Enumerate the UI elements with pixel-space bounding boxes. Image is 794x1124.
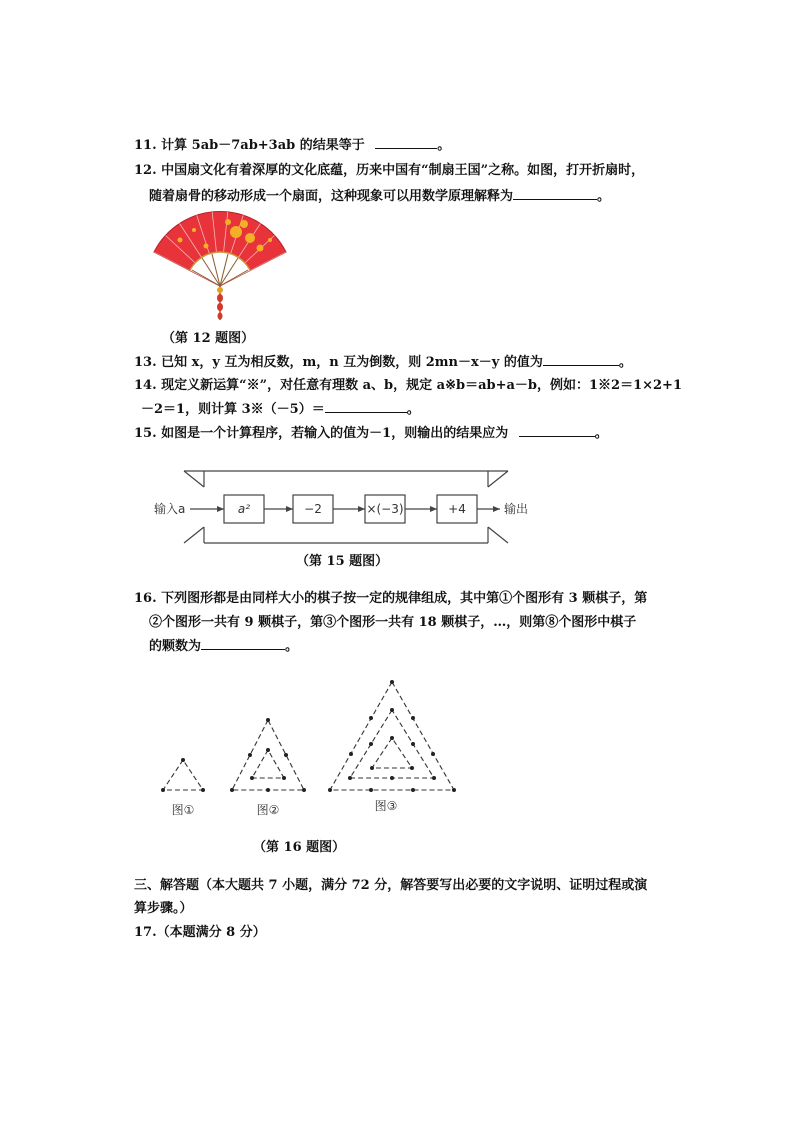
q13-period: 。 bbox=[618, 355, 632, 370]
flow-box2-label: −2 bbox=[304, 502, 322, 516]
flow-output-label: 输出 bbox=[504, 502, 529, 516]
q11-answer-blank[interactable] bbox=[375, 136, 437, 149]
q14-text: －2＝1，则计算 3※（－5）＝ bbox=[141, 402, 325, 417]
q12-line2 bbox=[149, 187, 610, 206]
q16-triangles-figure bbox=[150, 672, 470, 828]
q14-answer-blank[interactable] bbox=[325, 400, 407, 413]
fig2-label: 图② bbox=[256, 803, 280, 817]
q16-line1: 16. 下列图形都是由同样大小的棋子按一定的规律组成，其中第①个图形有 3 颗棋子，第 bbox=[134, 591, 648, 606]
q16-line2: ②个图形一共有 9 颗棋子，第③个图形一共有 18 颗棋子，…，则第⑧个图形中棋子 bbox=[149, 615, 637, 630]
q15-figure-caption: （第 15 题图） bbox=[296, 554, 389, 569]
q16-text: 的颗数为 bbox=[149, 639, 202, 654]
q15-text: 15. 如图是一个计算程序，若输入的值为－1，则输出的结果应为 bbox=[134, 426, 509, 441]
q14-line2 bbox=[141, 400, 420, 419]
q12-line1: 12. 中国扇文化有着深厚的文化底蕴，历来中国有“制扇王国”之称。如图，打开折扇时， bbox=[134, 163, 645, 178]
q17-heading: 17.（本题满分 8 分） bbox=[134, 925, 266, 940]
q13-answer-blank[interactable] bbox=[543, 353, 619, 366]
q15-period: 。 bbox=[594, 426, 608, 441]
q15-answer-blank[interactable] bbox=[519, 424, 595, 437]
q12-period: 。 bbox=[597, 189, 611, 204]
q12-text: 随着扇骨的移动形成一个扇面，这种现象可以用数学原理解释为 bbox=[149, 189, 514, 204]
flow-input-label: 输入a bbox=[154, 502, 186, 516]
flow-box4-label: +4 bbox=[448, 502, 466, 516]
q16-line3 bbox=[149, 637, 298, 656]
q15-flowchart bbox=[150, 465, 550, 551]
q13-line bbox=[134, 353, 632, 372]
folding-fan-image bbox=[150, 210, 290, 322]
q16-answer-blank[interactable] bbox=[201, 637, 285, 650]
section3-heading-line1: 三、解答题（本大题共 7 小题，满分 72 分，解答要写出必要的文字说明、证明过程或演 bbox=[134, 878, 648, 893]
q12-answer-blank[interactable] bbox=[513, 187, 597, 200]
q14-period: 。 bbox=[406, 402, 420, 417]
q11-period: 。 bbox=[437, 138, 451, 153]
q16-figure-caption: （第 16 题图） bbox=[253, 840, 346, 855]
fig1-label: 图① bbox=[171, 803, 195, 817]
fig3-label: 图③ bbox=[374, 799, 398, 813]
flow-box3-label: ×(−3) bbox=[366, 502, 404, 516]
q11-text: 11. 计算 5ab－7ab+3ab 的结果等于 bbox=[134, 138, 365, 153]
q13-text: 13. 已知 x，y 互为相反数，m，n 互为倒数，则 2mn－x－y 的值为 bbox=[134, 355, 543, 370]
q16-period: 。 bbox=[285, 639, 299, 654]
q12-figure-caption: （第 12 题图） bbox=[162, 331, 255, 346]
flow-box1-label: a² bbox=[237, 502, 251, 516]
q11-line bbox=[134, 136, 450, 155]
section3-heading-line2: 算步骤。） bbox=[134, 901, 193, 916]
q14-line1: 14. 现定义新运算“※”，对任意有理数 a、b，规定 a※b＝ab+a－b，例如：1※2＝1×2+1 bbox=[134, 378, 682, 393]
q15-line bbox=[134, 424, 608, 443]
